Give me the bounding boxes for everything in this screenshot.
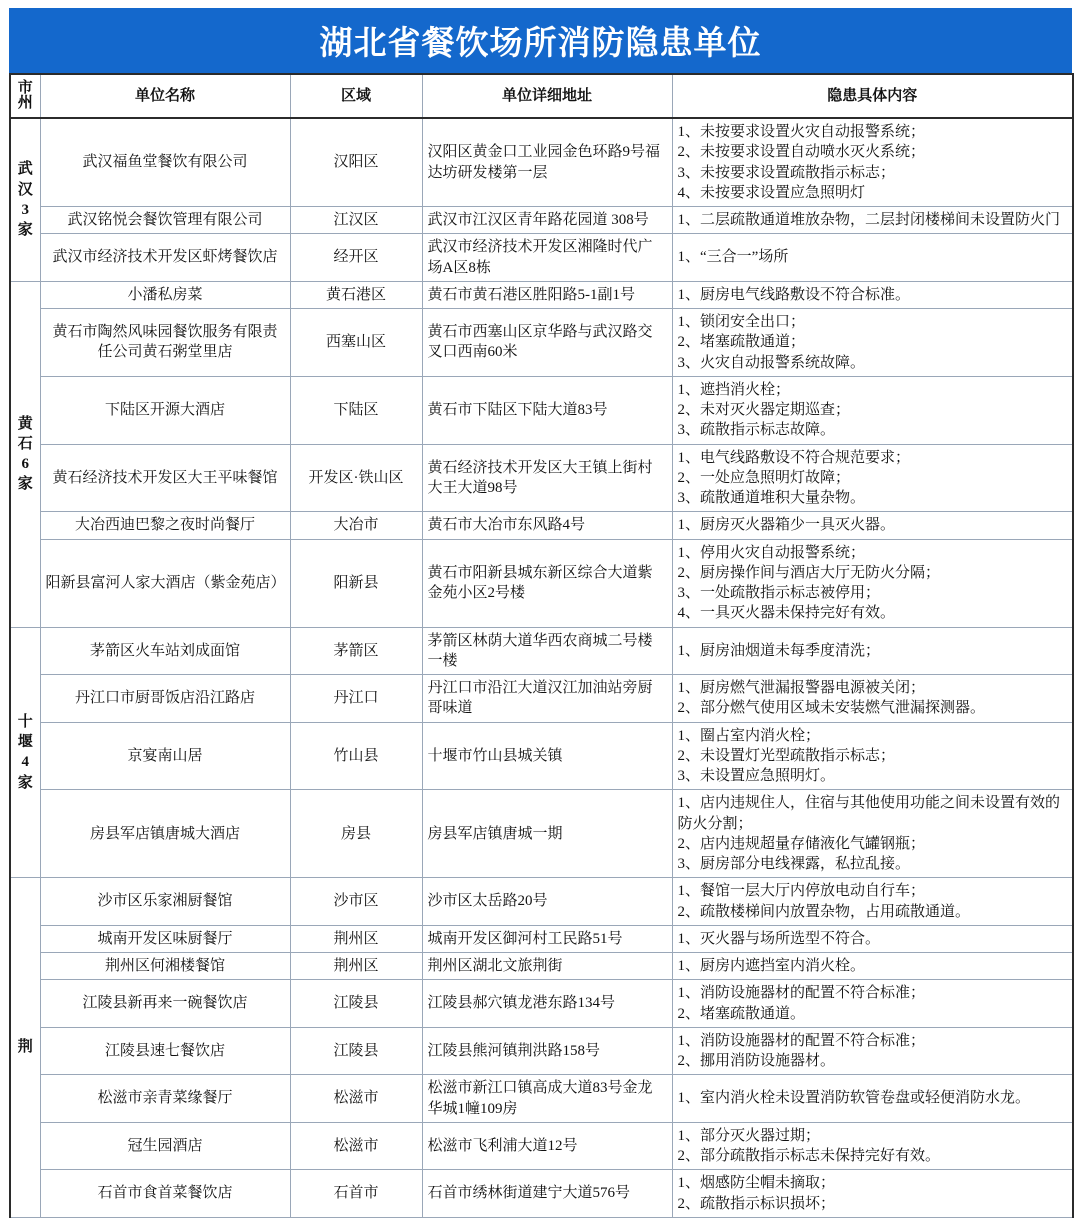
hazard-item: 2、部分燃气使用区域未安装燃气泄漏探测器。 bbox=[677, 700, 986, 717]
cell-unit-name: 黄石市陶然风味园餐饮服务有限责任公司黄石粥堂里店 bbox=[40, 309, 290, 377]
cell-address: 黄石经济技术开发区大王镇上街村大王大道98号 bbox=[422, 444, 672, 512]
cell-hazard-list bbox=[672, 1122, 1073, 1170]
cell-address: 丹江口市沿江大道汉江加油站旁厨哥味道 bbox=[422, 675, 672, 723]
table-row bbox=[10, 376, 1073, 444]
hazard-item: 1、餐馆一层大厅内停放电动自行车； bbox=[677, 883, 926, 900]
cell-address: 松滋市飞利浦大道12号 bbox=[422, 1122, 672, 1170]
hazard-item: 3、一处疏散指示标志被停用； bbox=[677, 585, 881, 601]
cell-unit-name: 城南开发区味厨餐厅 bbox=[40, 925, 290, 952]
hazard-item: 1、消防设施器材的配置不符合标准； bbox=[677, 985, 926, 1002]
cell-hazard-list bbox=[672, 1075, 1073, 1123]
cell-address: 江陵县熊河镇荆洪路158号 bbox=[422, 1027, 672, 1075]
cell-area: 房县 bbox=[290, 790, 422, 878]
table-header-row bbox=[10, 74, 1073, 118]
cell-address: 城南开发区御河村工民路51号 bbox=[422, 925, 672, 952]
cell-area: 黄石港区 bbox=[290, 281, 422, 308]
cell-unit-name: 冠生园酒店 bbox=[40, 1122, 290, 1170]
table-row bbox=[10, 281, 1073, 308]
hazard-item: 2、挪用消防设施器材。 bbox=[677, 1053, 836, 1069]
hazard-item: 3、疏散通道堆积大量杂物。 bbox=[677, 490, 866, 506]
cell-address: 黄石市下陆区下陆大道83号 bbox=[422, 376, 672, 444]
cell-hazard-list bbox=[672, 878, 1073, 926]
cell-area: 丹江口 bbox=[290, 675, 422, 723]
city-group-label: 荆 bbox=[10, 878, 40, 1218]
table-row bbox=[10, 925, 1073, 952]
hazard-item: 2、厨房操作间与酒店大厅无防火分隔； bbox=[677, 564, 941, 581]
cell-address: 茅箭区林荫大道华西农商城二号楼一楼 bbox=[422, 627, 672, 675]
cell-unit-name: 江陵县速七餐饮店 bbox=[40, 1027, 290, 1075]
cell-hazard-list bbox=[672, 512, 1073, 539]
cell-area: 汉阳区 bbox=[290, 118, 422, 207]
table-row bbox=[10, 309, 1073, 377]
title-banner bbox=[9, 8, 1072, 73]
hazard-item: 2、未设置灯光型疏散指示标志； bbox=[677, 747, 896, 764]
hazard-item: 1、未按要求设置火灾自动报警系统； bbox=[677, 124, 926, 140]
table-row bbox=[10, 1122, 1073, 1170]
cell-area: 开发区·铁山区 bbox=[290, 444, 422, 512]
cell-hazard-list bbox=[672, 675, 1073, 723]
cell-hazard-list bbox=[672, 281, 1073, 308]
hazard-item: 3、火灾自动报警系统故障。 bbox=[677, 354, 866, 371]
hazard-item: 2、一处应急照明灯故障； bbox=[677, 469, 851, 486]
cell-hazard-list bbox=[672, 980, 1073, 1028]
table-row bbox=[10, 512, 1073, 539]
hazard-item: 1、锁闭安全出口； bbox=[677, 314, 806, 330]
cell-hazard-list bbox=[672, 309, 1073, 377]
cell-address: 黄石市阳新县城东新区综合大道紫金苑小区2号楼 bbox=[422, 539, 672, 627]
cell-address: 武汉市经济技术开发区湘隆时代广场A区8栋 bbox=[422, 234, 672, 282]
cell-address: 荆州区湖北文旅荆街 bbox=[422, 953, 672, 980]
cell-hazard-list bbox=[672, 539, 1073, 627]
hazard-item: 1、灭火器与场所选型不符合。 bbox=[677, 930, 881, 947]
cell-area: 江陵县 bbox=[290, 1027, 422, 1075]
table-body bbox=[10, 74, 1073, 1217]
table-row bbox=[10, 627, 1073, 675]
cell-unit-name: 小潘私房菜 bbox=[40, 281, 290, 308]
cell-unit-name: 武汉铭悦会餐饮管理有限公司 bbox=[40, 207, 290, 234]
hazard-item: 1、厨房燃气泄漏报警器电源被关闭； bbox=[677, 680, 926, 696]
hazard-item: 1、厨房电气线路敷设不符合标准。 bbox=[677, 286, 911, 303]
cell-address: 汉阳区黄金口工业园金色环路9号福达坊研发楼第一层 bbox=[422, 118, 672, 207]
cell-hazard-list bbox=[672, 376, 1073, 444]
hazard-item: 1、烟感防尘帽未摘取； bbox=[677, 1175, 836, 1192]
column-header-name: 单位名称 bbox=[40, 74, 290, 118]
cell-unit-name: 江陵县新再来一碗餐饮店 bbox=[40, 980, 290, 1028]
table-row bbox=[10, 980, 1073, 1028]
table-row bbox=[10, 675, 1073, 723]
cell-area: 松滋市 bbox=[290, 1122, 422, 1170]
hazard-item: 4、一具灭火器未保持完好有效。 bbox=[677, 605, 896, 622]
cell-unit-name: 茅箭区火车站刘成面馆 bbox=[40, 627, 290, 675]
cell-address: 十堰市竹山县城关镇 bbox=[422, 722, 672, 790]
cell-area: 大冶市 bbox=[290, 512, 422, 539]
hazard-item: 1、店内违规住人，住宿与其他使用功能之间未设置有效的防火分割； bbox=[677, 795, 1061, 832]
column-header-area: 区域 bbox=[290, 74, 422, 118]
hazard-item: 1、遮挡消火栓； bbox=[677, 381, 791, 398]
cell-hazard-list bbox=[672, 118, 1073, 207]
city-group-label: 武 汉 3 家 bbox=[10, 118, 40, 281]
cell-unit-name: 荆州区何湘楼餐馆 bbox=[40, 953, 290, 980]
hazard-item: 2、堵塞疏散通道。 bbox=[677, 1005, 806, 1022]
cell-address: 黄石市西塞山区京华路与武汉路交叉口西南60米 bbox=[422, 309, 672, 377]
cell-hazard-list bbox=[672, 1170, 1073, 1218]
cell-address: 江陵县郝穴镇龙港东路134号 bbox=[422, 980, 672, 1028]
cell-area: 沙市区 bbox=[290, 878, 422, 926]
city-group-label: 十 堰 4 家 bbox=[10, 627, 40, 878]
hazard-item: 1、部分灭火器过期； bbox=[677, 1127, 821, 1144]
cell-area: 竹山县 bbox=[290, 722, 422, 790]
cell-unit-name: 松滋市亲青菜缘餐厅 bbox=[40, 1075, 290, 1123]
table-row bbox=[10, 539, 1073, 627]
cell-hazard-list bbox=[672, 627, 1073, 675]
city-group-label: 黄 石 6 家 bbox=[10, 281, 40, 627]
cell-hazard-list bbox=[672, 207, 1073, 234]
cell-address: 房县军店镇唐城一期 bbox=[422, 790, 672, 878]
table-row bbox=[10, 118, 1073, 207]
cell-address: 石首市绣林街道建宁大道576号 bbox=[422, 1170, 672, 1218]
hazard-item: 2、疏散楼梯间内放置杂物，占用疏散通道。 bbox=[677, 903, 971, 920]
cell-unit-name: 武汉福鱼堂餐饮有限公司 bbox=[40, 118, 290, 207]
hazard-item: 2、堵塞疏散通道； bbox=[677, 334, 806, 351]
cell-hazard-list bbox=[672, 1027, 1073, 1075]
hazard-item: 1、二层疏散通道堆放杂物，二层封闭楼梯间未设置防火门 bbox=[677, 212, 1061, 228]
cell-unit-name: 武汉市经济技术开发区虾烤餐饮店 bbox=[40, 234, 290, 282]
page-title: 湖北省餐饮场所消防隐患单位 bbox=[319, 24, 762, 61]
hazard-item: 1、厨房油烟道未每季度清洗； bbox=[677, 642, 881, 659]
table-row bbox=[10, 878, 1073, 926]
cell-hazard-list bbox=[672, 234, 1073, 282]
table-row bbox=[10, 234, 1073, 282]
cell-unit-name: 黄石经济技术开发区大王平味餐馆 bbox=[40, 444, 290, 512]
hazard-item: 1、厨房内遮挡室内消火栓。 bbox=[677, 958, 866, 974]
cell-area: 江陵县 bbox=[290, 980, 422, 1028]
cell-hazard-list bbox=[672, 925, 1073, 952]
hazard-item: 2、未对灭火器定期巡查； bbox=[677, 402, 851, 418]
cell-area: 经开区 bbox=[290, 234, 422, 282]
column-header-address: 单位详细地址 bbox=[422, 74, 672, 118]
cell-address: 沙市区太岳路20号 bbox=[422, 878, 672, 926]
table-row bbox=[10, 1075, 1073, 1123]
cell-unit-name: 下陆区开源大酒店 bbox=[40, 376, 290, 444]
hazard-item: 3、疏散指示标志故障。 bbox=[677, 422, 836, 439]
table-row bbox=[10, 953, 1073, 980]
cell-area: 松滋市 bbox=[290, 1075, 422, 1123]
hazard-item: 4、未按要求设置应急照明灯 bbox=[677, 184, 866, 201]
cell-address: 黄石市黄石港区胜阳路5-1副1号 bbox=[422, 281, 672, 308]
hazard-item: 1、消防设施器材的配置不符合标准； bbox=[677, 1032, 926, 1049]
cell-area: 荆州区 bbox=[290, 925, 422, 952]
hazard-item: 3、未按要求设置疏散指示标志； bbox=[677, 164, 896, 181]
table-row bbox=[10, 1027, 1073, 1075]
cell-area: 茅箭区 bbox=[290, 627, 422, 675]
cell-area: 江汉区 bbox=[290, 207, 422, 234]
hazard-item: 1、“三合一”场所 bbox=[677, 249, 789, 266]
cell-hazard-list bbox=[672, 444, 1073, 512]
cell-area: 石首市 bbox=[290, 1170, 422, 1218]
cell-unit-name: 石首市食首菜餐饮店 bbox=[40, 1170, 290, 1218]
cell-unit-name: 沙市区乐家湘厨餐馆 bbox=[40, 878, 290, 926]
cell-area: 下陆区 bbox=[290, 376, 422, 444]
hazard-item: 3、厨房部分电线裸露，私拉乱接。 bbox=[677, 856, 911, 872]
cell-address: 武汉市江汉区青年路花园道 308号 bbox=[422, 207, 672, 234]
hazard-table bbox=[9, 73, 1074, 1218]
cell-area: 阳新县 bbox=[290, 539, 422, 627]
hazard-item: 1、圈占室内消火栓； bbox=[677, 727, 821, 744]
hazard-item: 1、厨房灭火器箱少一具灭火器。 bbox=[677, 517, 896, 534]
hazard-item: 2、店内违规超量存储液化气罐钢瓶； bbox=[677, 835, 926, 852]
cell-unit-name: 京宴南山居 bbox=[40, 722, 290, 790]
column-header-city: 市州 bbox=[10, 74, 40, 118]
table-row bbox=[10, 1170, 1073, 1218]
hazard-item: 2、部分疏散指示标志未保持完好有效。 bbox=[677, 1148, 941, 1164]
table-row bbox=[10, 207, 1073, 234]
cell-unit-name: 阳新县富河人家大酒店（紫金苑店） bbox=[40, 539, 290, 627]
cell-area: 荆州区 bbox=[290, 953, 422, 980]
cell-address: 松滋市新江口镇高成大道83号金龙华城1幢109房 bbox=[422, 1075, 672, 1123]
cell-address: 黄石市大冶市东风路4号 bbox=[422, 512, 672, 539]
cell-unit-name: 大冶西迪巴黎之夜时尚餐厅 bbox=[40, 512, 290, 539]
hazard-item: 1、电气线路敷设不符合规范要求； bbox=[677, 449, 911, 466]
hazard-item: 2、疏散指示标识损坏； bbox=[677, 1195, 836, 1212]
cell-unit-name: 房县军店镇唐城大酒店 bbox=[40, 790, 290, 878]
hazard-item: 3、未设置应急照明灯。 bbox=[677, 768, 836, 784]
table-row bbox=[10, 722, 1073, 790]
hazard-item: 2、未按要求设置自动喷水灭火系统； bbox=[677, 144, 926, 161]
table-row bbox=[10, 790, 1073, 878]
cell-hazard-list bbox=[672, 790, 1073, 878]
table-row bbox=[10, 444, 1073, 512]
cell-hazard-list bbox=[672, 722, 1073, 790]
cell-hazard-list bbox=[672, 953, 1073, 980]
hazard-item: 1、室内消火栓未设置消防软管卷盘或轻便消防水龙。 bbox=[677, 1090, 1031, 1107]
cell-area: 西塞山区 bbox=[290, 309, 422, 377]
column-header-hazard: 隐患具体内容 bbox=[672, 74, 1073, 118]
hazard-item: 1、停用火灾自动报警系统； bbox=[677, 544, 866, 561]
cell-unit-name: 丹江口市厨哥饭店沿江路店 bbox=[40, 675, 290, 723]
